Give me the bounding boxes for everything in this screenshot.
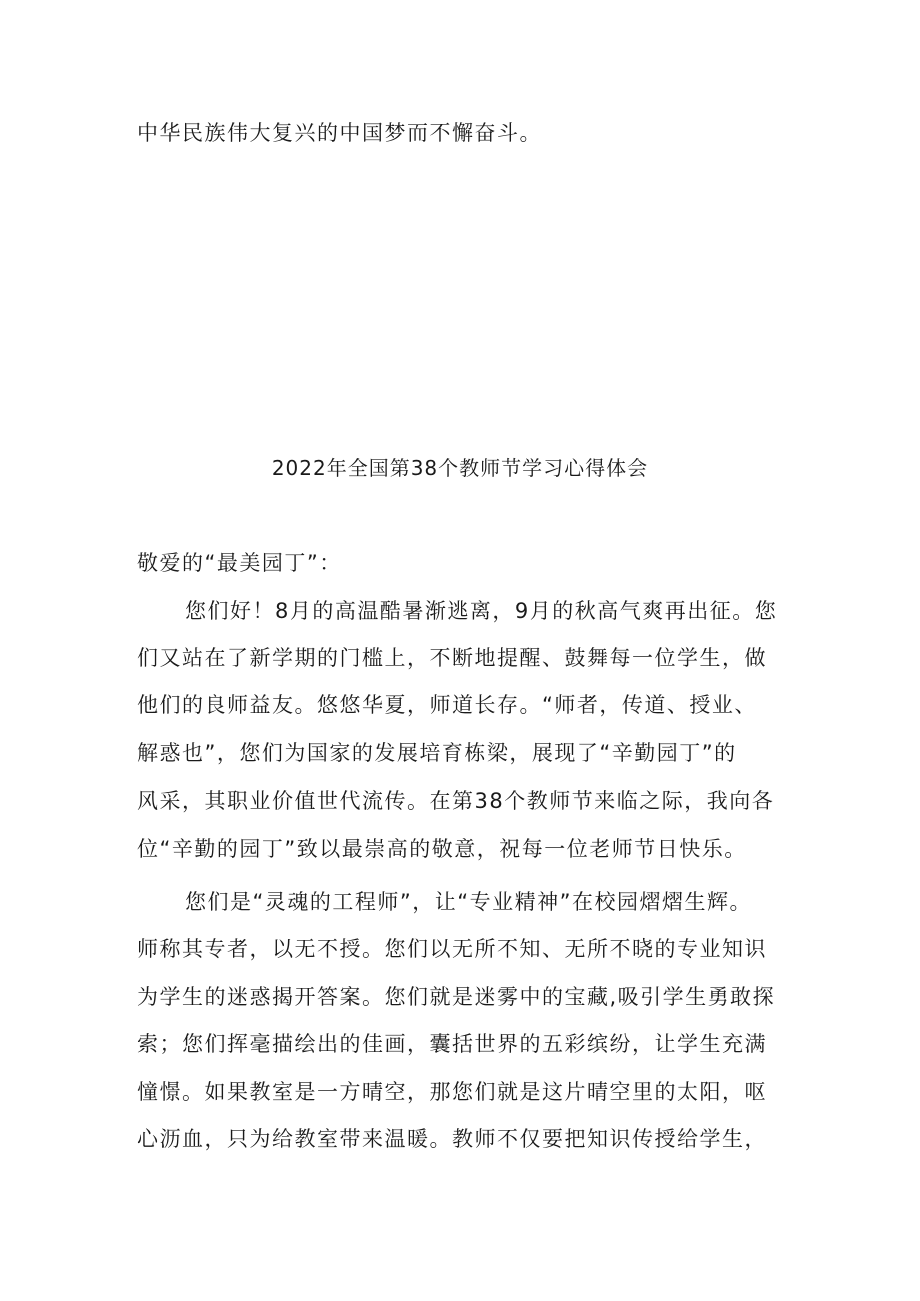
paragraph-line: 风采，其职业价值世代流传。在第38个教师节来临之际，我向各 — [137, 789, 775, 813]
document-title: 2022年全国第38个教师节学习心得体会 — [271, 456, 649, 480]
previous-page-tail-text: 中华民族伟大复兴的中国梦而不懈奋斗。 — [137, 121, 542, 145]
paragraph-line: 您们好！8月的高温酷暑渐逃离，9月的秋高气爽再出征。您 — [185, 599, 778, 623]
paragraph-line: 他们的良师益友。悠悠华夏，师道长存。“师者，传道、授业、 — [137, 693, 757, 717]
paragraph-line: 您们是“灵魂的工程师”，让“专业精神”在校园熠熠生辉。 — [185, 890, 753, 914]
paragraph-line: 解惑也”，您们为国家的发展培育栋梁，展现了“辛勤园丁”的 — [137, 741, 737, 765]
paragraph-line: 心沥血，只为给教室带来温暖。教师不仅要把知识传授给学生， — [137, 1127, 767, 1151]
paragraph-line: 索；您们挥毫描绘出的佳画，囊括世界的五彩缤纷，让学生充满 — [137, 1032, 767, 1056]
paragraph-line: 们又站在了新学期的门槛上，不断地提醒、鼓舞每一位学生，做 — [137, 646, 767, 670]
paragraph-line: 师称其专者，以无不授。您们以无所不知、无所不晓的专业知识 — [137, 937, 767, 961]
paragraph-line: 憧憬。如果教室是一方晴空，那您们就是这片晴空里的太阳，呕 — [137, 1080, 767, 1104]
paragraph-line: 位“辛勤的园丁”致以最崇高的敬意，祝每一位老师节日快乐。 — [137, 837, 747, 861]
salutation: 敬爱的“最美园丁”： — [137, 551, 342, 575]
paragraph-line: 为学生的迷惑揭开答案。您们就是迷雾中的宝藏,吸引学生勇敢探 — [137, 985, 776, 1009]
